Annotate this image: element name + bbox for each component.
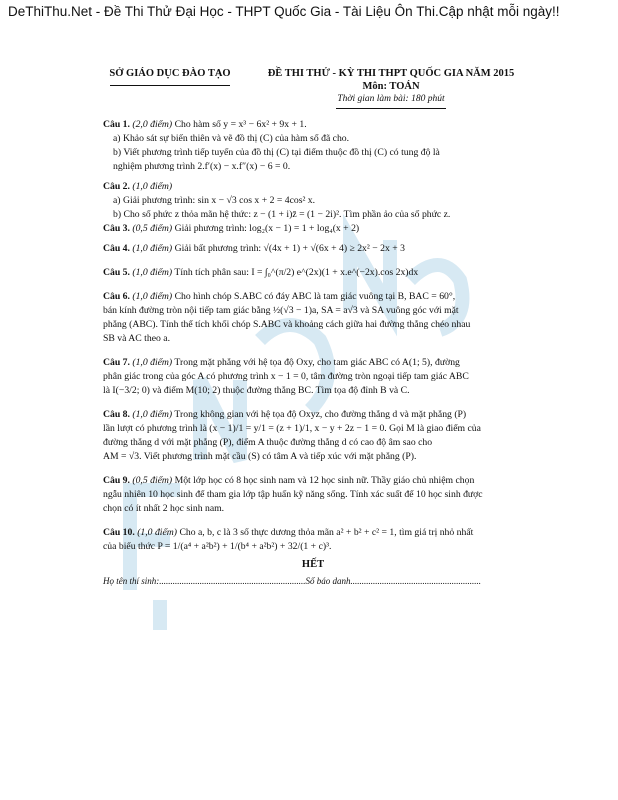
question-7: Câu 7. (1,0 điểm) Trong mặt phẳng với hệ tọa độ Oxy, cho tam giác ABC có A(1; 5), đường [103, 357, 460, 368]
question-1: Câu 1. (2,0 điểm) Cho hàm số y = x³ − 6x² + 9x + 1. [103, 119, 307, 130]
question-6-line4: SB và AC theo a. [103, 333, 171, 344]
question-10: Câu 10. (1,0 điểm) Cho a, b, c là 3 số thực dương thỏa mãn a² + b² + c² = 1, tìm giá trị nhỏ nhất [103, 527, 474, 538]
question-7-line2: phân giác trong của góc A có phương trình x − 1 = 0, tâm đường tròn ngoại tiếp tam giác ABC [103, 371, 469, 382]
issuer-name: SỞ GIÁO DỤC ĐÀO TẠO [109, 68, 231, 79]
question-9: Câu 9. (0,5 điểm) Một lớp học có 8 học sinh nam và 12 học sinh nữ. Thầy giáo chủ nhiệm chọn [103, 475, 475, 486]
question-2a: a) Giải phương trình: sin x − √3 cos x + 2 = 4cos² x. [113, 195, 316, 206]
question-8-line4: AM = √3. Viết phương trình mặt cầu (S) có tâm A và tiếp xúc với mặt phẳng (P). [103, 451, 417, 462]
question-6: Câu 6. (1,0 điểm) Cho hình chóp S.ABC có đáy ABC là tam giác vuông tại B, BAC = 60°, [103, 291, 456, 302]
question-7-line3: là I(−3/2; 0) và điểm M(10; 2) thuộc đường thẳng BC. Tìm tọa độ đỉnh B và C. [103, 385, 410, 396]
question-2: Câu 2. (1,0 điểm) [103, 181, 173, 192]
question-3: Câu 3. (0,5 điểm) Giải phương trình: log₂(x − 1) = 1 + log₄(x + 2) [103, 223, 360, 234]
question-10-line2: của biểu thức P = 1/(a⁴ + a²b²) + 1/(b⁴ + a²b²) + 32/(1 + c)³. [103, 541, 332, 552]
exam-title: ĐỀ THI THỬ - KỲ THI THPT QUỐC GIA NĂM 2015 [267, 68, 515, 79]
issuer-header [100, 68, 240, 86]
question-2b: b) Cho số phức z thỏa mãn hệ thức: z − (1 + i)z̄ = (1 − 2i)². Tìm phần ảo của số phức z. [113, 209, 451, 220]
question-6-line2: bán kính đường tròn nội tiếp tam giác bằng ½(√3 − 1)a, SA = a√3 và SA vuông góc với mặt [103, 305, 459, 316]
question-8-line2: lần lượt có phương trình là (x − 1)/1 = y/1 = (z + 1)/1, x − y + 2z − 1 = 0. Gọi M là giao điểm của [103, 423, 481, 434]
question-1b-line1: b) Viết phương trình tiếp tuyến của đồ thị (C) tại điểm thuộc đồ thị (C) có tung độ là [113, 147, 440, 158]
question-9-line3: chọn có ít nhất 2 học sinh nam. [103, 503, 225, 514]
question-8-line3: đường thẳng d với mặt phẳng (P), điểm A thuộc đường thẳng d có cao độ âm sao cho [103, 437, 433, 448]
question-4: Câu 4. (1,0 điểm) Giải bất phương trình: √(4x + 1) + √(6x + 4) ≥ 2x² − 2x + 3 [103, 243, 405, 254]
question-5: Câu 5. (1,0 điểm) Tính tích phân sau: I = ∫₀^(π/2) e^(2x)(1 + x.e^(−2x).cos 2x)dx [103, 267, 419, 278]
question-8: Câu 8. (1,0 điểm) Trong không gian với hệ tọa độ Oxyz, cho đường thẳng d và mặt phẳng (P) [103, 409, 467, 420]
issuer-divider [110, 85, 230, 86]
site-banner: DeThiThu.Net - Đề Thi Thử Đại Học - THPT Quốc Gia - Tài Liệu Ôn Thi.Cập nhật mỗi ngày!! [8, 4, 560, 19]
end-marker: HẾT [301, 559, 325, 570]
exam-divider [336, 108, 446, 109]
exam-header [246, 68, 536, 109]
exam-time: Thời gian làm bài: 180 phút [337, 94, 445, 104]
question-1a: a) Khảo sát sự biến thiên và vẽ đồ thị (C) của hàm số đã cho. [113, 133, 350, 144]
question-9-line2: ngẫu nhiên 10 học sinh để tham gia lớp tập huấn kỹ năng sống. Tính xác suất để 10 học sinh được [103, 489, 483, 500]
exam-content [103, 118, 523, 588]
question-1b-line2: nghiệm phương trình 2.f′(x) − x.f″(x) − 6 = 0. [113, 161, 291, 172]
question-6-line3: phẳng (ABC). Tính thể tích khối chóp S.ABC và khoảng cách giữa hai đường thẳng chéo nhau [103, 319, 471, 330]
exam-subject: Môn: TOÁN [362, 81, 420, 92]
candidate-info-line: Họ tên thí sinh:.................................................................Số báo danh.......................................................... [103, 576, 481, 586]
